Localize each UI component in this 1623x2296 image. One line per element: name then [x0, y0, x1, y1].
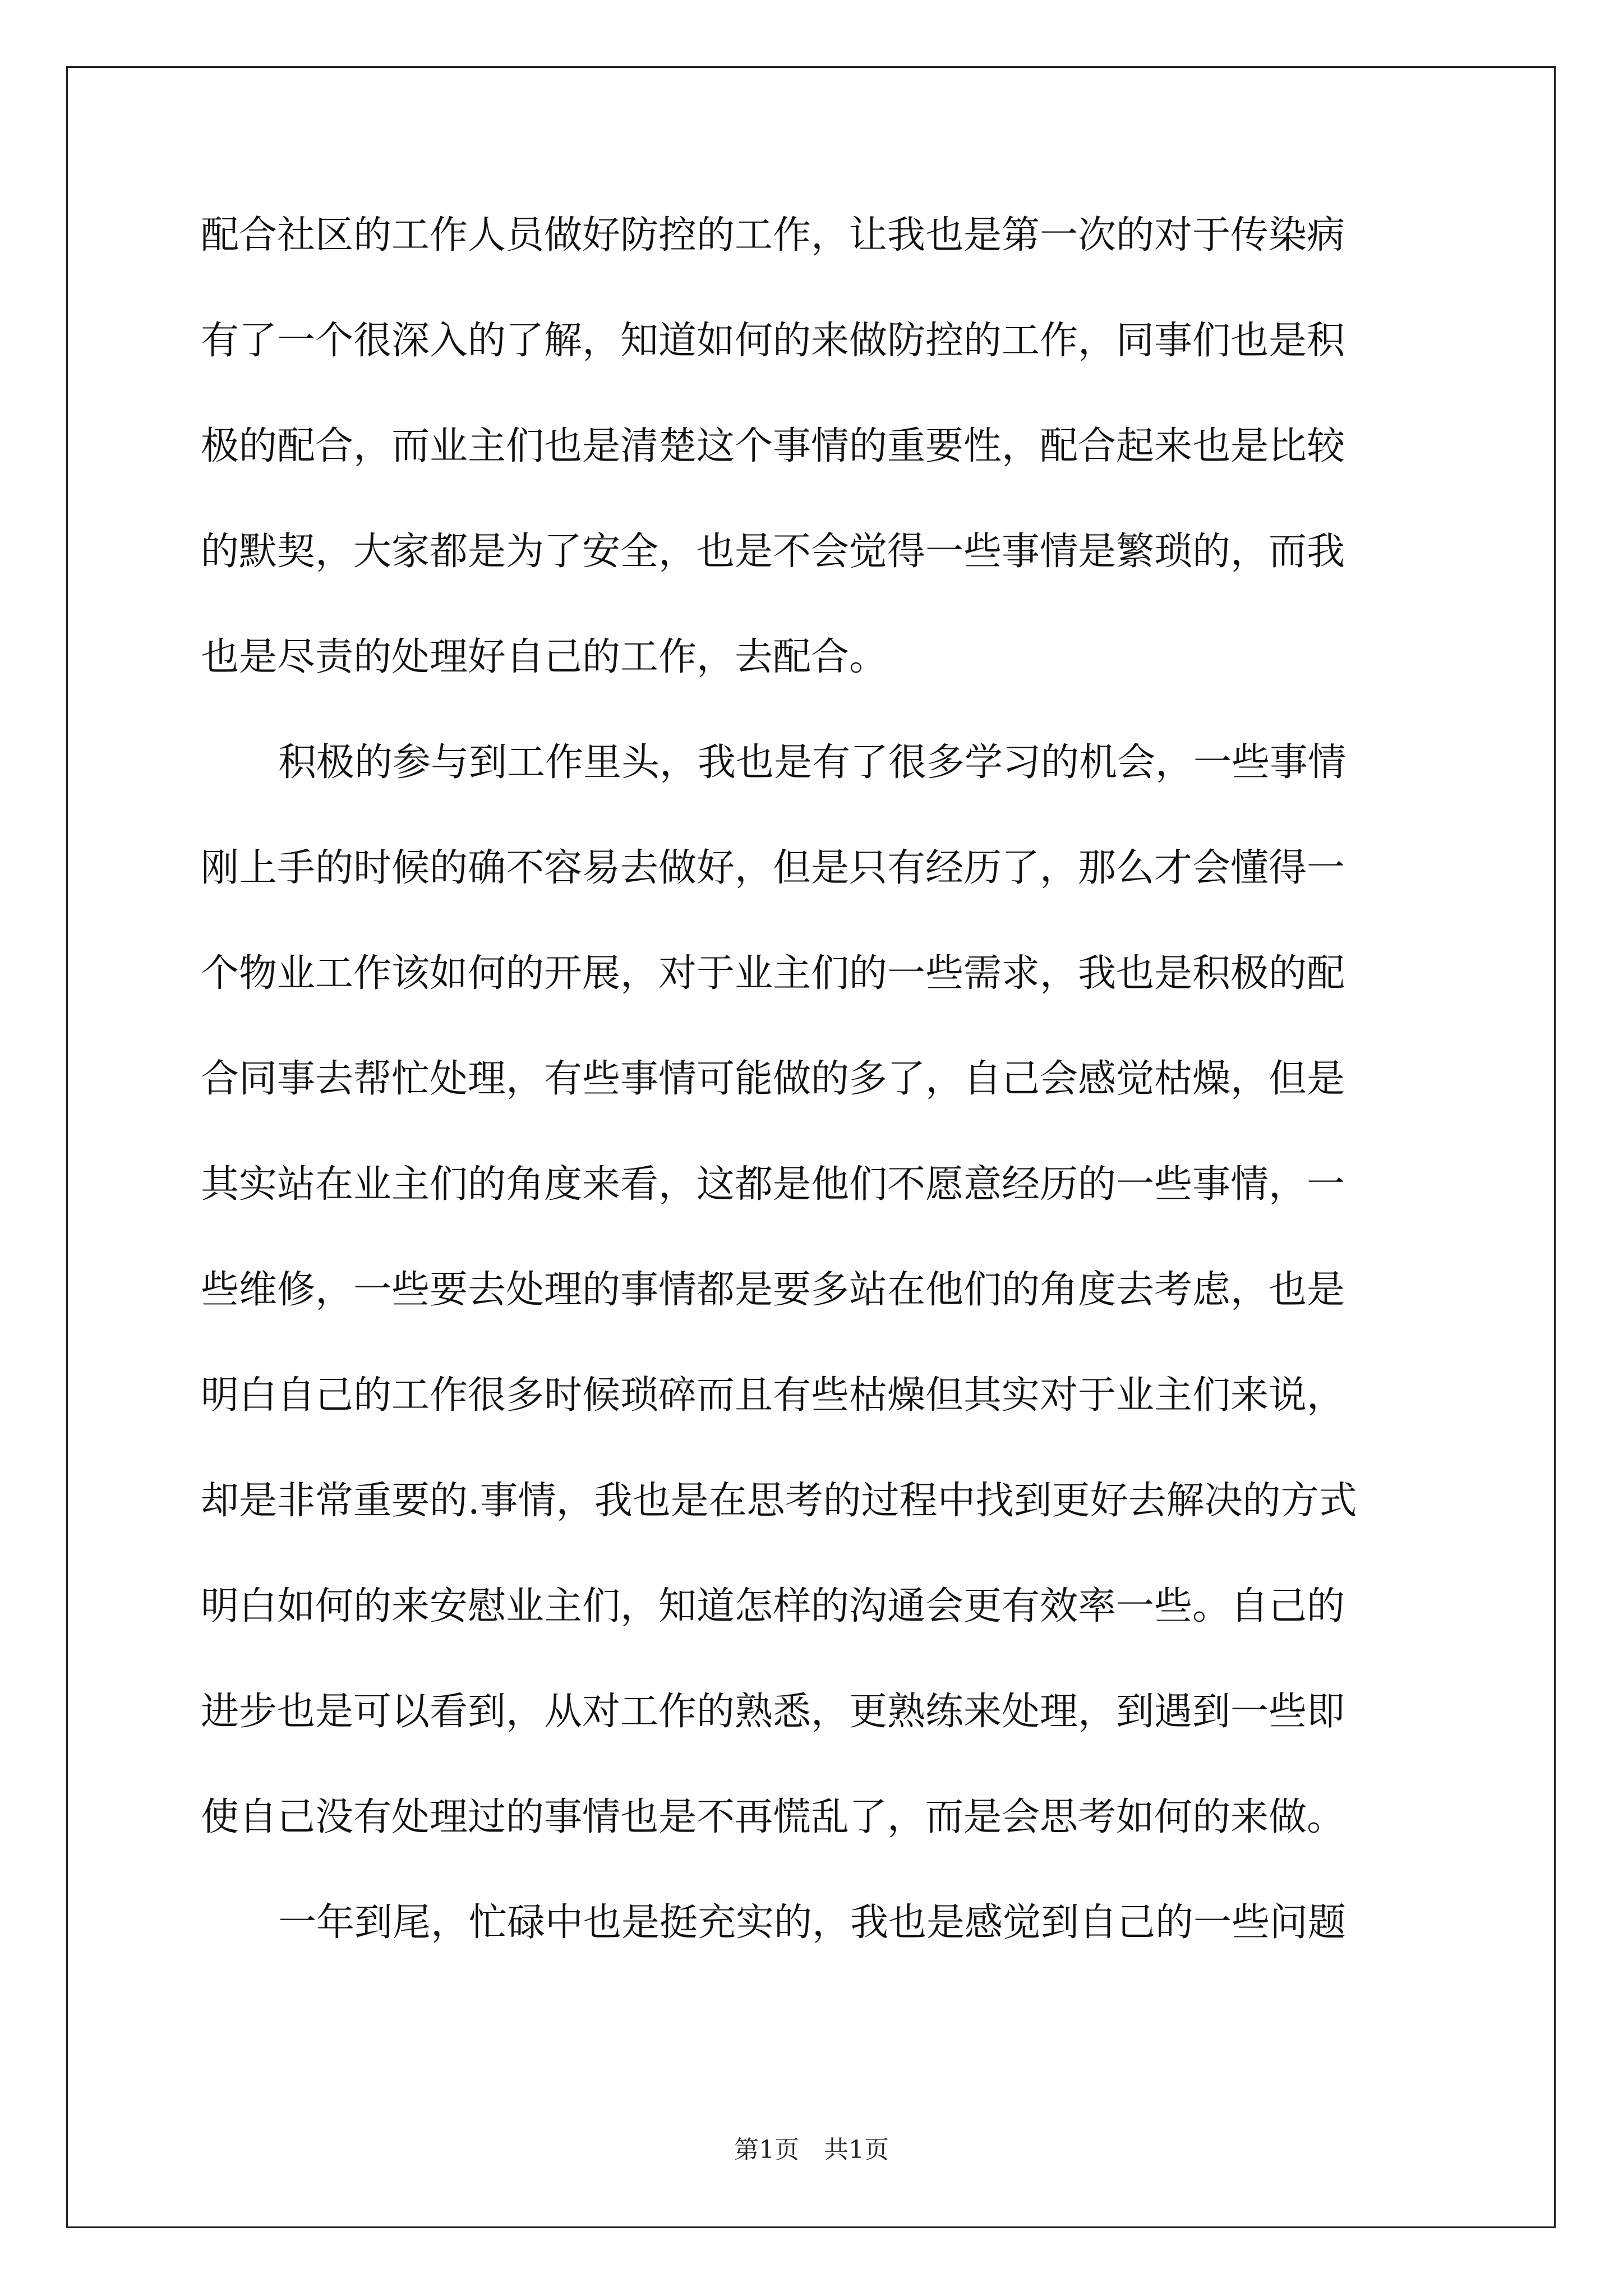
text-line: 却是非常重要的.事情，我也是在思考的过程中找到更好去解决的方式 — [201, 1479, 1357, 1523]
text-line: 其实站在业主们的角度来看，这都是他们不愿意经历的一些事情，一 — [201, 1162, 1345, 1207]
text-line: 积极的参与到工作里头，我也是有了很多学习的机会，一些事情 — [278, 740, 1347, 785]
text-line: 极的配合，而业主们也是清楚这个事情的重要性，配合起来也是比较 — [201, 424, 1345, 468]
text-line: 也是尽责的处理好自己的工作，去配合。 — [201, 635, 888, 679]
text-line: 使自己没有处理过的事情也是不再慌乱了，而是会思考如何的来做。 — [201, 1795, 1345, 1839]
text-line: 配合社区的工作人员做好防控的工作，让我也是第一次的对于传染病 — [201, 213, 1345, 257]
text-line: 明白自己的工作很多时候琐碎而且有些枯燥但其实对于业主们来说， — [201, 1373, 1345, 1418]
text-line: 一年到尾，忙碌中也是挺充实的，我也是感觉到自己的一些问题 — [278, 1901, 1347, 1945]
text-line: 的默契，大家都是为了安全，也是不会觉得一些事情是繁琐的，而我 — [201, 530, 1345, 574]
text-line: 进步也是可以看到，从对工作的熟悉，更熟练来处理，到遇到一些即 — [201, 1690, 1345, 1734]
document-body — [201, 210, 1429, 2003]
text-line: 个物业工作该如何的开展，对于业主们的一些需求，我也是积极的配 — [201, 951, 1345, 996]
text-line: 些维修，一些要去处理的事情都是要多站在他们的角度去考虑，也是 — [201, 1268, 1345, 1312]
page-footer: 第1页 共1页 — [734, 2136, 889, 2164]
text-line: 明白如何的来安慰业主们，知道怎样的沟通会更有效率一些。自己的 — [201, 1584, 1345, 1628]
text-line: 刚上手的时候的确不容易去做好，但是只有经历了，那么才会懂得一 — [201, 846, 1345, 890]
text-line: 有了一个很深入的了解，知道如何的来做防控的工作，同事们也是积 — [201, 319, 1345, 363]
text-line: 合同事去帮忙处理，有些事情可能做的多了，自己会感觉枯燥，但是 — [201, 1057, 1345, 1101]
